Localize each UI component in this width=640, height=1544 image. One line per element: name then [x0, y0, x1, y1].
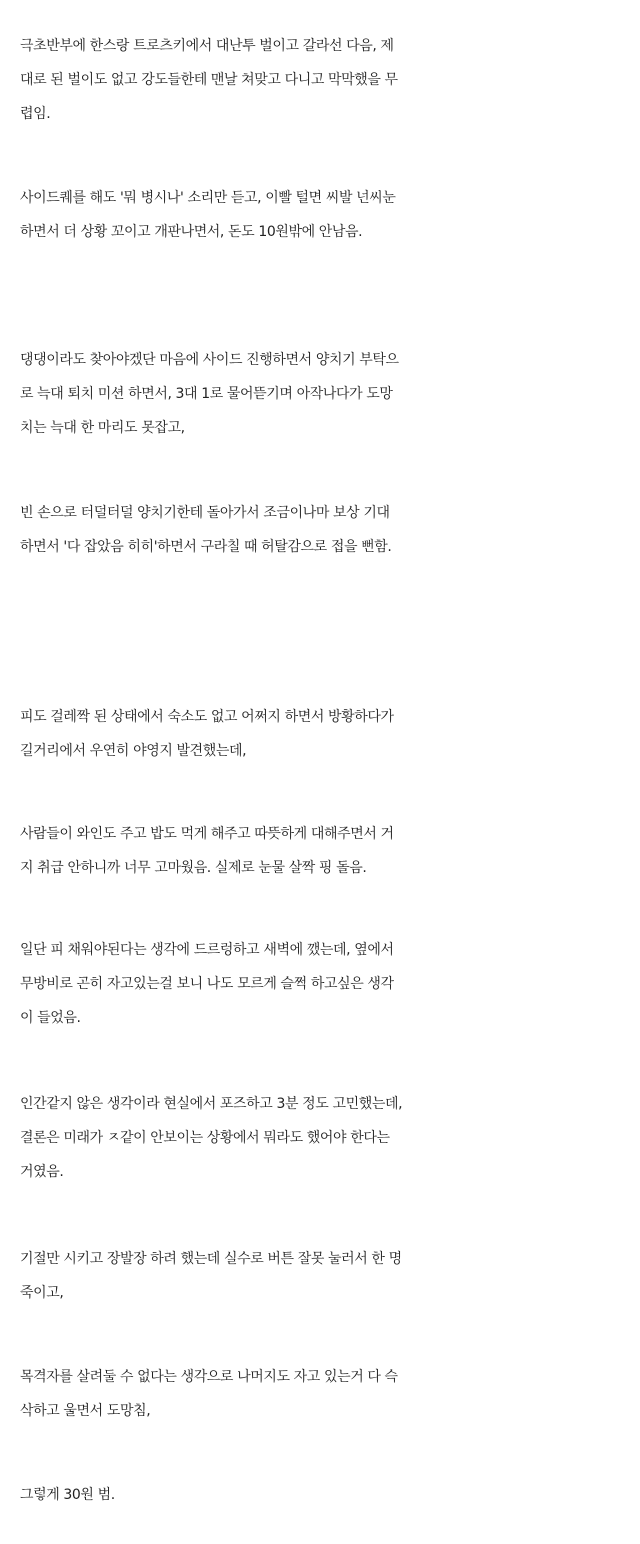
- text-line: 길거리에서 우연히 야영지 발견했는데,: [20, 743, 247, 759]
- paragraph-5: [20, 700, 624, 768]
- text-line: 죽이고,: [20, 1285, 64, 1301]
- text-line: 대로 된 벌이도 없고 강도들한테 맨날 쳐맞고 다니고 막막했을 무: [20, 72, 398, 88]
- text-line: 피도 걸레짝 된 상태에서 숙소도 없고 어쩌지 하면서 방황하다가: [20, 709, 394, 725]
- text-line: 댕댕이라도 찾아야겠단 마음에 사이드 진행하면서 양치기 부탁으: [20, 352, 399, 368]
- paragraph-8: [20, 1087, 624, 1189]
- paragraph-3: [20, 343, 624, 445]
- paragraph-10: [20, 1360, 624, 1428]
- text-line: 지 취급 안하니까 너무 고마웠음. 실제로 눈물 살짝 핑 돌음.: [20, 860, 367, 876]
- paragraph-7: [20, 933, 624, 1035]
- paragraph-1: [20, 29, 624, 131]
- paragraph-2: [20, 181, 624, 249]
- text-line: 목격자를 살려둘 수 없다는 생각으로 나머지도 자고 있는거 다 슥: [20, 1369, 398, 1385]
- paragraph-11: [20, 1478, 624, 1512]
- text-line: 극초반부에 한스랑 트로츠키에서 대난투 벌이고 갈라선 다음, 제: [20, 38, 394, 54]
- paragraph-6: [20, 817, 624, 885]
- text-line: 삭하고 울면서 도망침,: [20, 1403, 151, 1419]
- text-line: 무방비로 곤히 자고있는걸 보니 나도 모르게 슬쩍 하고싶은 생각: [20, 976, 394, 992]
- paragraph-4: [20, 496, 624, 564]
- text-line: 결론은 미래가 ㅈ같이 안보이는 상황에서 뭐라도 했어야 한다는: [20, 1130, 390, 1146]
- text-line: 거였음.: [20, 1164, 64, 1180]
- text-line: 하면서 더 상황 꼬이고 개판나면서, 돈도 10원밖에 안남음.: [20, 224, 363, 240]
- text-line: 치는 늑대 한 마리도 못잡고,: [20, 420, 185, 436]
- text-line: 로 늑대 퇴치 미션 하면서, 3대 1로 물어뜯기며 아작나다가 도망: [20, 386, 393, 402]
- text-line: 사이드퀘를 해도 '뭐 병시나' 소리만 듣고, 이빨 털면 씨발 넌씨눈: [20, 190, 396, 206]
- text-line: 그렇게 30원 범.: [20, 1487, 115, 1503]
- text-line: 렵임.: [20, 106, 51, 122]
- text-line: 기절만 시키고 장발장 하려 했는데 실수로 버튼 잘못 눌러서 한 명: [20, 1251, 402, 1267]
- text-line: 인간같지 않은 생각이라 현실에서 포즈하고 3분 정도 고민했는데,: [20, 1096, 403, 1112]
- paragraph-9: [20, 1242, 624, 1310]
- text-line: 사람들이 와인도 주고 밥도 먹게 해주고 따뜻하게 대해주면서 거: [20, 826, 394, 842]
- text-line: 일단 피 채워야된다는 생각에 드르렁하고 새벽에 깼는데, 옆에서: [20, 942, 394, 958]
- text-line: 빈 손으로 터덜터덜 양치기한테 돌아가서 조금이나마 보상 기대: [20, 505, 390, 521]
- text-line: 하면서 '다 잡았음 히히'하면서 구라칠 때 허탈감으로 접을 뻔함.: [20, 539, 392, 555]
- text-line: 이 들었음.: [20, 1010, 81, 1026]
